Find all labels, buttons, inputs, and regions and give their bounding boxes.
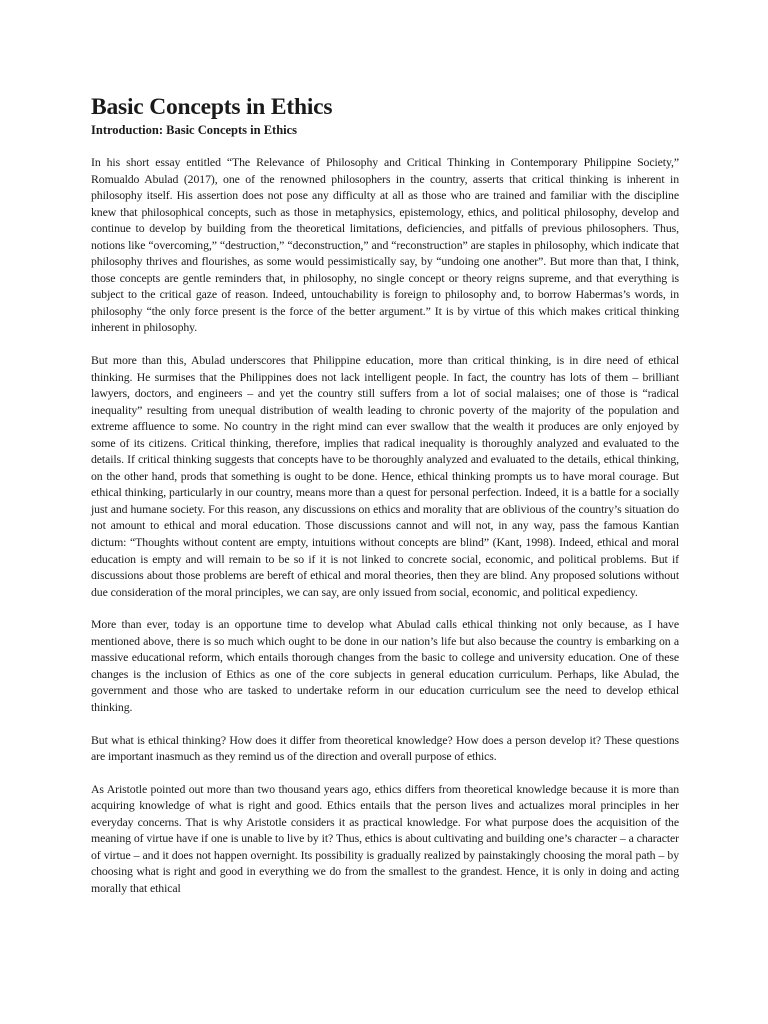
- document-content: [91, 92, 679, 912]
- paragraph-4: But what is ethical thinking? How does it differ from theoretical knowledge? How does a person develop it? These questions are important inasmuch as they remind us of the direction and overall purpose of ethics.: [91, 732, 679, 764]
- paragraph-3: More than ever, today is an opportune time to develop what Abulad calls ethical thinking not only because, as I have mentioned above, there is so much which ought to be done in our nation’s life but also because the country is embarking on a massive educational reform, which entails thorough changes from the basic to college and university education. One of these changes is the inclusion of Ethics as one of the core subjects in general education curriculum. Perhaps, like Abulad, the government and those who are tasked to undertake reform in our education curriculum see the need to develop ethical thinking.: [91, 617, 679, 714]
- paragraph-5: As Aristotle pointed out more than two thousand years ago, ethics differs from theoretical knowledge because it is more than acquiring knowledge of what is right and good. Ethics entails that the person lives and actualizes moral principles in her everyday concerns. That is why Aristotle considers it as practical knowledge. For what purpose does the acquisition of the meaning of virtue have if one is unable to live by it? Thus, ethics is about cultivating and building one’s character – a character of virtue – and it does not happen overnight. Its possibility is gradually realized by painstakingly choosing the moral path – by choosing what is right and good in everything we do from the smallest to the grandest. Hence, it is only in doing and acting morally that ethical: [91, 781, 679, 895]
- paragraph-1: In his short essay entitled “The Relevance of Philosophy and Critical Thinking in Contemporary Philippine Society,” Romualdo Abulad (2017), one of the renowned philosophers in the country, asserts that critical thinking is inherent in philosophy itself. His assertion does not pose any difficulty at all as those who are trained and familiar with the discipline knew that philosophical concepts, such as those in metaphysics, epistemology, ethics, and political philosophy, develop and continue to develop by building from the theoretical limitations, deficiencies, and pitfalls of previous philosophers. Thus, notions like “overcoming,” “destruction,” “deconstruction,” and “reconstruction” are staples in philosophy, which indicate that philosophy thrives and flourishes, as some would pessimistically say, by “undoing one another”. But more than that, I think, those concepts are gentle reminders that, in philosophy, no single concept or theory reigns supreme, and that everything is subject to the critical gaze of reason. Indeed, untouchability is foreign to philosophy and, to borrow Habermas’s words, in philosophy “the only force present is the force of the better argument.” It is by virtue of this which makes critical thinking inherent in philosophy.: [91, 155, 679, 335]
- paragraph-2: But more than this, Abulad underscores that Philippine education, more than critical thinking, is in dire need of ethical thinking. He surmises that the Philippines does not lack intelligent people. In fact, the country has lots of them – brilliant lawyers, doctors, and engineers – and yet the country still suffers from a lot of social malaises; one of those is “radical inequality” resulting from unequal distribution of wealth leading to chronic poverty of the majority of the population and extreme affluence to some. No country in the right mind can ever swallow that the wealth it produces are only enjoyed by some of its citizens. Critical thinking, therefore, implies that radical inequality is thoroughly analyzed and evaluated to the details. If critical thinking suggests that concepts have to be thoroughly analyzed and evaluated to the details, ethical thinking, on the other hand, prods that something is ought to be done. Hence, ethical thinking prompts us to have moral courage. But ethical thinking, particularly in our country, means more than a quest for personal perfection. Indeed, it is a battle for a socially just and humane society. For this reason, any discussions on ethics and morality that are oblivious of the country’s situation do not amount to ethical and moral education. Those discussions cannot and will not, in any way, pass the famous Kantian dictum: “Thoughts without content are empty, intuitions without concepts are blind” (Kant, 1998). Indeed, ethical and moral education is empty and will remain to be so if it is not linked to concrete social, economic, and political problems. But if discussions about those problems are bereft of ethical and moral theories, then they are blind. Any proposed solutions without due consideration of the moral principles, we can say, are only issued from social, economic, and political expediency.: [91, 353, 679, 599]
- document-title: Basic Concepts in Ethics: [91, 94, 333, 120]
- section-heading: Introduction: Basic Concepts in Ethics: [91, 123, 298, 137]
